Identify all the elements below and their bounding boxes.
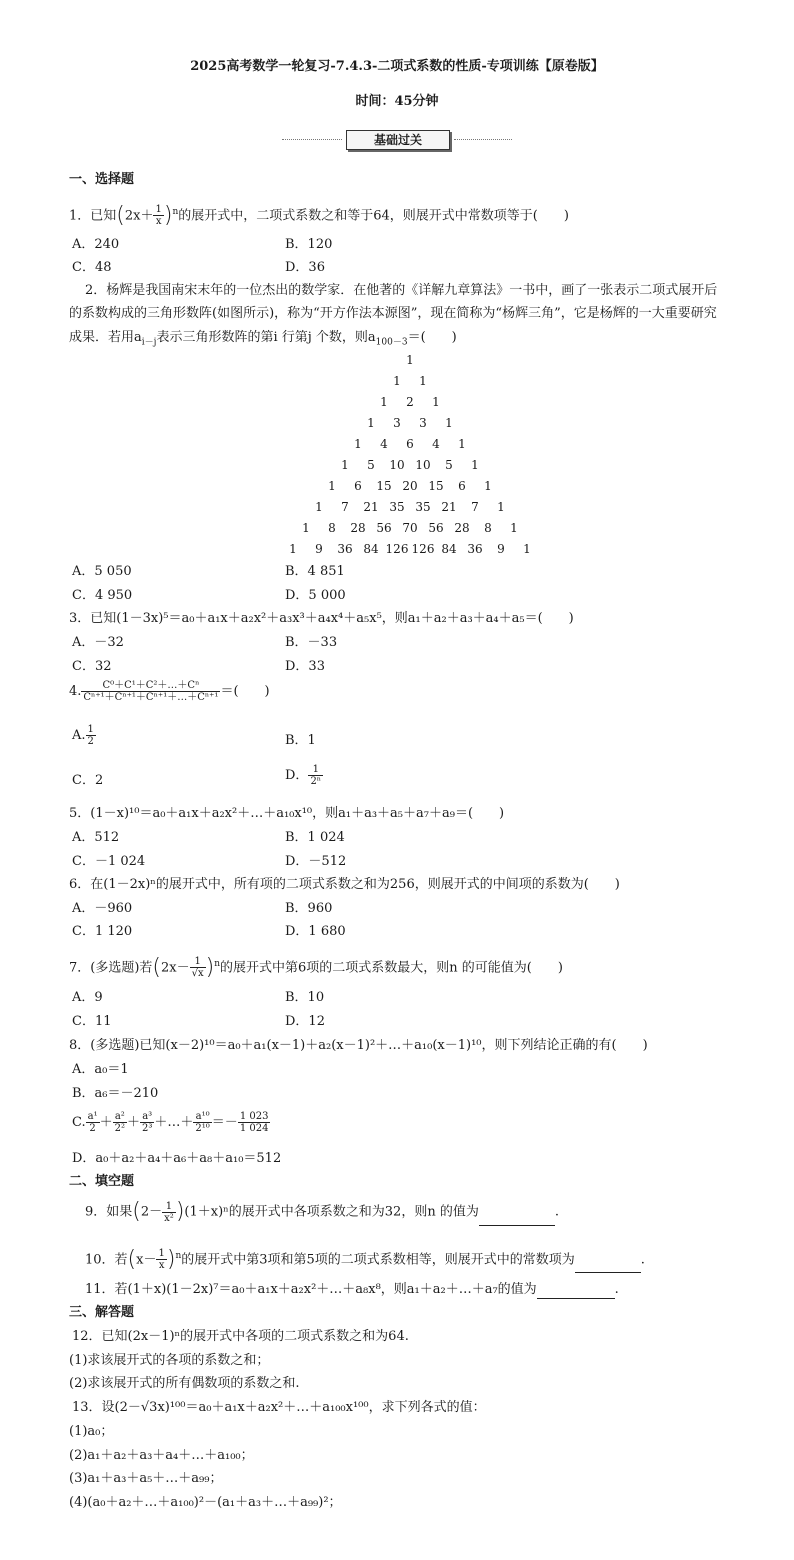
question-13: 13．设(2－√3x)¹⁰⁰＝a₀＋a₁x＋a₂x²＋…＋a₁₀₀x¹⁰⁰，求下列各式的值： (72, 1400, 486, 1415)
q2-line-3: 成果．若用$a_{i-j}$表示三角形数阵的第i 行第j 个数，则$a_{100-3}=$( ) (69, 330, 457, 348)
q1-prefix: 1．已知 (69, 208, 117, 224)
triangle-cell: 1 (523, 542, 531, 556)
q5-option-c: C．－1 024 (72, 854, 146, 869)
section-heading-choice: 一、选择题 (69, 172, 135, 187)
banner-label: 基础过关 (346, 130, 450, 150)
question-6: 6．在(1－2x)ⁿ的展开式中，所有项的二项式系数之和为256，则展开式的中间项的系数为( ) (69, 877, 620, 892)
q13-part-1: (1)a₀； (69, 1424, 114, 1439)
triangle-cell: 8 (484, 521, 492, 535)
triangle-cell: 3 (419, 416, 427, 430)
q5-option-a: A．512 (72, 830, 120, 845)
triangle-cell: 84 (363, 542, 379, 556)
q7-option-b: B．10 (285, 990, 325, 1005)
q3-option-a: A．－32 (72, 635, 124, 650)
question-12: 12．已知(2x－1)ⁿ的展开式中各项的二项式系数之和为64. (72, 1329, 409, 1344)
q2-line-2: 的系数构成的三角形数阵(如图所示)，称为“开方作法本源图”，现在简称为“杨辉三角”，它是杨辉的一大重要研究 (69, 306, 717, 321)
triangle-cell: 56 (376, 521, 392, 535)
question-3: 3．已知(1－3x)⁵＝a₀＋a₁x＋a₂x²＋a₃x³＋a₄x⁴＋a₅x⁵，则a₁＋a₂＋a₃＋a₄＋a₅＝( ) (69, 611, 574, 626)
q1-suffix: 的展开式中，二项式系数之和等于64，则展开式中常数项等于( ) (178, 208, 569, 224)
question-7: 7．(多选题)若(2x－ $\frac{1}{√x}$ )$^n$的展开式中第6项的二项式系数最大，则n 的可能值为( ) (69, 954, 563, 980)
q8-option-b: B．a₆＝－210 (72, 1086, 159, 1101)
triangle-cell: 6 (406, 437, 414, 451)
triangle-cell: 1 (315, 500, 323, 514)
triangle-cell: 56 (428, 521, 444, 535)
triangle-row (270, 500, 550, 514)
q8-option-c: C. $\frac{\text{a¹}}{2}$ ＋ $\frac{\text{a²}}{\text{2²}}$ ＋ $\frac{\text{a³}}{\text{2³}}$ ＋…＋ $\frac{\text{a¹⁰}}{\text{2¹⁰}}$ ＝－ $\frac{1 023}{1 024}$ (72, 1111, 269, 1134)
triangle-row (270, 353, 550, 367)
q1-expr: 2x＋ (124, 208, 154, 224)
triangle-row (270, 542, 550, 556)
q3-option-d: D．33 (285, 659, 325, 674)
q5-option-b: B．1 024 (285, 830, 345, 845)
q2-option-d: D．5 000 (285, 588, 346, 603)
triangle-cell: 1 (471, 458, 479, 472)
triangle-cell: 7 (341, 500, 349, 514)
triangle-cell: 36 (337, 542, 353, 556)
triangle-cell: 1 (510, 521, 518, 535)
triangle-row (270, 416, 550, 430)
q12-part-1: (1)求该展开式的各项的系数之和； (69, 1353, 270, 1368)
triangle-cell: 4 (432, 437, 440, 451)
triangle-row (270, 374, 550, 388)
triangle-cell: 1 (328, 479, 336, 493)
triangle-cell: 1 (458, 437, 466, 451)
q8-option-d: D．a₀＋a₂＋a₄＋a₆＋a₈＋a₁₀＝512 (72, 1151, 282, 1166)
section-banner (282, 130, 512, 150)
q2-option-b: B．4 851 (285, 564, 345, 579)
banner-left-rule (282, 139, 342, 140)
triangle-cell: 35 (415, 500, 431, 514)
q8-option-a: A．a₀＝1 (72, 1062, 129, 1077)
q7-option-a: A．9 (72, 990, 103, 1005)
question-9: 9．如果(2－ $\frac{1}{\text{x²}}$ )(1＋x)ⁿ的展开式中各项系数之和为32，则n 的值为 . (85, 1199, 559, 1224)
q4-option-d: D． $\frac{1}{\text{2ⁿ}}$ (285, 764, 322, 787)
triangle-cell: 15 (428, 479, 444, 493)
triangle-row (270, 437, 550, 451)
triangle-cell: 21 (363, 500, 379, 514)
question-5: 5．(1－x)¹⁰＝a₀＋a₁x＋a₂x²＋…＋a₁₀x¹⁰，则a₁＋a₃＋a₅＋a₇＋a₉＝( ) (69, 806, 505, 821)
triangle-cell: 6 (458, 479, 466, 493)
q1-option-a: A．240 (72, 237, 120, 252)
triangle-row (270, 521, 550, 535)
q12-part-2: (2)求该展开式的所有偶数项的系数之和. (69, 1376, 300, 1391)
triangle-cell: 1 (445, 416, 453, 430)
q7-option-d: D．12 (285, 1014, 325, 1029)
triangle-cell: 15 (376, 479, 392, 493)
triangle-cell: 4 (380, 437, 388, 451)
triangle-cell: 28 (454, 521, 470, 535)
q6-option-a: A．－960 (72, 901, 133, 916)
q13-part-2: (2)a₁＋a₂＋a₃＋a₄＋…＋a₁₀₀； (69, 1448, 254, 1463)
triangle-cell: 126 (385, 542, 409, 556)
q4-fraction: $\frac{\text{C⁰＋C¹＋C²＋…＋Cⁿ}}{\text{Cⁿ⁺¹＋Cⁿ⁺¹＋Cⁿ⁺¹＋…＋Cⁿ⁺¹}}$ (83, 680, 219, 703)
triangle-cell: 1 (367, 416, 375, 430)
triangle-cell: 1 (341, 458, 349, 472)
triangle-cell: 126 (411, 542, 435, 556)
triangle-cell: 1 (497, 500, 505, 514)
section-heading-answer: 三、解答题 (69, 1305, 135, 1320)
triangle-cell: 5 (445, 458, 453, 472)
triangle-cell: 20 (402, 479, 418, 493)
q13-part-3: (3)a₁＋a₃＋a₅＋…＋a₉₉； (69, 1471, 223, 1486)
time-limit: 时间：45分钟 (355, 94, 439, 109)
question-1: 1．已知(2x＋ $\frac{1}{x}$ )$^n$的展开式中，二项式系数之和等于64，则展开式中常数项等于( ) (69, 202, 569, 228)
q1-option-c: C．48 (72, 260, 112, 275)
q6-option-c: C．1 120 (72, 924, 133, 939)
q9-answer-blank[interactable] (479, 1209, 555, 1226)
triangle-cell: 1 (406, 353, 414, 367)
q3-option-c: C．32 (72, 659, 112, 674)
q4-option-b: B．1 (285, 733, 316, 748)
triangle-cell: 21 (441, 500, 457, 514)
triangle-cell: 9 (497, 542, 505, 556)
triangle-cell: 10 (415, 458, 431, 472)
triangle-cell: 1 (419, 374, 427, 388)
triangle-row (270, 479, 550, 493)
triangle-cell: 1 (302, 521, 310, 535)
question-4: 4. $\frac{\text{C⁰＋C¹＋C²＋…＋Cⁿ}}{\text{Cⁿ⁺¹＋Cⁿ⁺¹＋Cⁿ⁺¹＋…＋Cⁿ⁺¹}}$ ＝( ) (69, 680, 270, 703)
banner-right-rule (454, 139, 512, 140)
triangle-cell: 10 (389, 458, 405, 472)
triangle-cell: 1 (380, 395, 388, 409)
q6-option-b: B．960 (285, 901, 333, 916)
q6-option-d: D．1 680 (285, 924, 346, 939)
q10-answer-blank[interactable] (575, 1256, 641, 1273)
triangle-cell: 8 (328, 521, 336, 535)
triangle-cell: 1 (354, 437, 362, 451)
triangle-cell: 84 (441, 542, 457, 556)
triangle-cell: 3 (393, 416, 401, 430)
q1-option-d: D．36 (285, 260, 325, 275)
q7-option-c: C．11 (72, 1014, 112, 1029)
triangle-cell: 35 (389, 500, 405, 514)
q2-option-a: A．5 050 (72, 564, 132, 579)
triangle-cell: 1 (289, 542, 297, 556)
triangle-cell: 7 (471, 500, 479, 514)
question-11: 11．若(1＋x)(1－2x)⁷＝a₀＋a₁x＋a₂x²＋…＋a₈x⁸，则a₁＋a₂＋…＋a₇的值为 . (85, 1282, 619, 1297)
q11-answer-blank[interactable] (537, 1282, 615, 1299)
q4-option-a: A. $\frac{1}{2}$ (72, 724, 94, 747)
q1-option-b: B．120 (285, 237, 333, 252)
q2-line-1: 2．杨辉是我国南宋末年的一位杰出的数学家．在他著的《详解九章算法》一书中，画了一张表示二项式展开后 (85, 283, 718, 298)
q13-part-4: (4)(a₀＋a₂＋…＋a₁₀₀)²－(a₁＋a₃＋…＋a₉₉)²； (69, 1495, 342, 1510)
q4-option-c: C．2 (72, 773, 104, 788)
triangle-cell: 5 (367, 458, 375, 472)
q7-fraction: $\frac{1}{√x}$ (191, 956, 204, 980)
q2-option-c: C．4 950 (72, 588, 133, 603)
section-heading-fill: 二、填空题 (69, 1174, 135, 1189)
triangle-cell: 70 (402, 521, 418, 535)
triangle-cell: 1 (484, 479, 492, 493)
triangle-cell: 6 (354, 479, 362, 493)
q5-option-d: D．－512 (285, 854, 347, 869)
triangle-cell: 36 (467, 542, 483, 556)
triangle-cell: 1 (432, 395, 440, 409)
question-10: 10．若(x－ $\frac{1}{x}$ )$^n$的展开式中第3项和第5项的二项式系数相等，则展开式中的常数项为 . (85, 1246, 645, 1272)
triangle-cell: 9 (315, 542, 323, 556)
triangle-row (270, 458, 550, 472)
q3-option-b: B．－33 (285, 635, 338, 650)
q1-fraction: $\frac{1}{x}$ (155, 204, 162, 228)
triangle-cell: 2 (406, 395, 414, 409)
triangle-row (270, 395, 550, 409)
triangle-cell: 28 (350, 521, 366, 535)
document-title: 2025高考数学一轮复习-7.4.3-二项式系数的性质-专项训练【原卷版】 (190, 59, 604, 74)
question-8: 8．(多选题)已知(x－2)¹⁰＝a₀＋a₁(x－1)＋a₂(x－1)²＋…＋a₁₀(x－1)¹⁰，则下列结论正确的有( ) (69, 1038, 648, 1053)
triangle-cell: 1 (393, 374, 401, 388)
